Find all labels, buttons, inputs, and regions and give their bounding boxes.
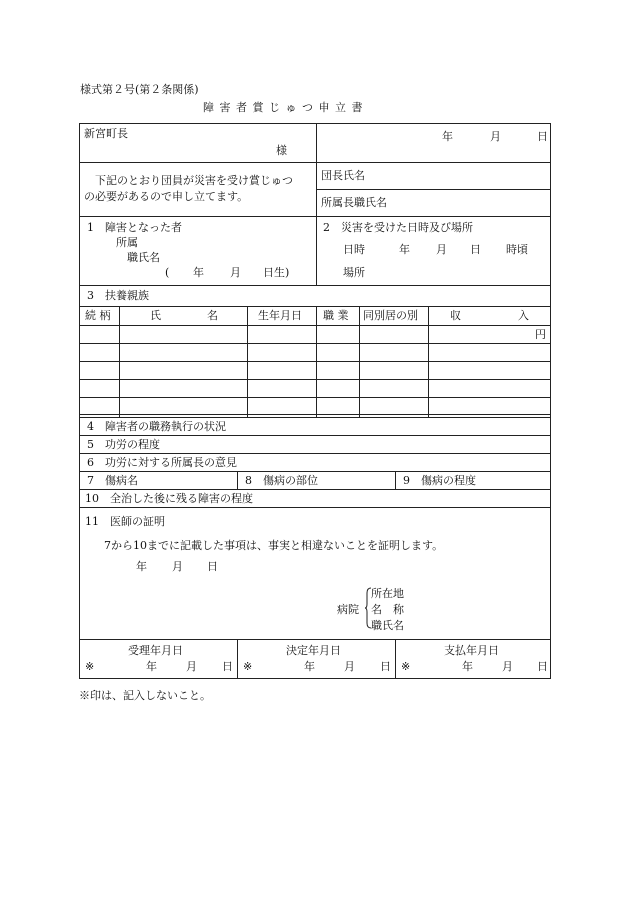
paid-mark: ※: [401, 660, 411, 673]
person-name-label: 職氏名: [127, 251, 160, 264]
section11-heading: 11 医師の証明: [85, 515, 165, 528]
section8-heading: 8 傷病の部位: [245, 474, 318, 487]
section4-heading: 4 障害者の職務執行の状況: [87, 420, 226, 433]
section5-heading: 5 功労の程度: [87, 438, 160, 451]
col-residence: 同別居の別: [363, 309, 418, 322]
incident-year-label: 年: [399, 243, 410, 256]
request-text-line2: の必要があるので申し立てます。: [84, 190, 249, 203]
section2-heading: 2 災害を受けた日時及び場所: [323, 221, 473, 234]
col-given-name: 名: [207, 309, 218, 322]
yen-unit: 円: [535, 328, 546, 341]
birth-day-label: 日生): [263, 266, 290, 279]
paid-year: 年: [462, 660, 473, 673]
col-income-2: 入: [518, 309, 529, 322]
col-relation: 続 柄: [85, 309, 111, 322]
col-income-1: 収: [450, 309, 461, 322]
honorific: 様: [276, 144, 287, 157]
section1-heading: 1 障害となった者: [87, 221, 182, 234]
date-year-label: 年: [442, 130, 453, 143]
decided-date-label: 決定年月日: [286, 644, 341, 657]
paid-month: 月: [502, 660, 513, 673]
decided-year: 年: [304, 660, 315, 673]
place-label: 場所: [343, 266, 365, 279]
section10-heading: 10 全治した後に残る障害の程度: [85, 492, 253, 505]
col-birthdate: 生年月日: [258, 309, 302, 322]
section3-heading: 3 扶養親族: [87, 289, 149, 302]
form-table: [79, 123, 551, 679]
footnote: ※印は、記入しないこと。: [79, 689, 211, 702]
birth-month-label: 月: [230, 266, 241, 279]
decided-month: 月: [344, 660, 355, 673]
section7-heading: 7 傷病名: [87, 474, 138, 487]
cert-day-label: 日: [207, 560, 218, 573]
date-day-label: 日: [537, 130, 548, 143]
received-day: 日: [222, 660, 233, 673]
received-month: 月: [186, 660, 197, 673]
received-date-label: 受理年月日: [128, 644, 183, 657]
cert-month-label: 月: [172, 560, 183, 573]
cert-year-label: 年: [136, 560, 147, 573]
form-number: 様式第２号(第２条関係): [80, 83, 199, 96]
paid-day: 日: [537, 660, 548, 673]
section6-heading: 6 功労に対する所属長の意見: [87, 456, 237, 469]
doctor-name-label: 職氏名: [371, 619, 404, 632]
request-text-line1: 下記のとおり団員が災害を受け賞じゅつ: [95, 174, 293, 187]
incident-month-label: 月: [436, 243, 447, 256]
affiliation-label: 所属: [116, 236, 138, 249]
page-title: 障 害 者 賞 じ ゅ つ 申 立 書: [203, 101, 364, 114]
decided-mark: ※: [243, 660, 253, 673]
incident-day-label: 日: [470, 243, 481, 256]
decided-day: 日: [380, 660, 391, 673]
recipient-name: 新宮町長: [84, 127, 128, 140]
section9-heading: 9 傷病の程度: [403, 474, 476, 487]
certification-statement: 7から10までに記載した事項は、事実と相違ないことを証明します。: [104, 539, 444, 552]
col-surname: 氏: [150, 309, 161, 322]
birth-open-paren: (: [165, 266, 170, 279]
col-occupation: 職 業: [323, 309, 349, 322]
hospital-address-label: 所在地: [371, 587, 404, 600]
leader-name-label: 団長氏名: [321, 169, 365, 182]
incident-hour-label: 時頃: [506, 243, 528, 256]
hospital-label: 病院: [337, 603, 359, 616]
birth-year-label: 年: [193, 266, 204, 279]
chief-name-label: 所属長職氏名: [321, 196, 387, 209]
datetime-label: 日時: [343, 243, 365, 256]
received-year: 年: [146, 660, 157, 673]
date-month-label: 月: [490, 130, 501, 143]
received-mark: ※: [85, 660, 95, 673]
paid-date-label: 支払年月日: [444, 644, 499, 657]
hospital-name-label: 名 称: [371, 603, 404, 616]
